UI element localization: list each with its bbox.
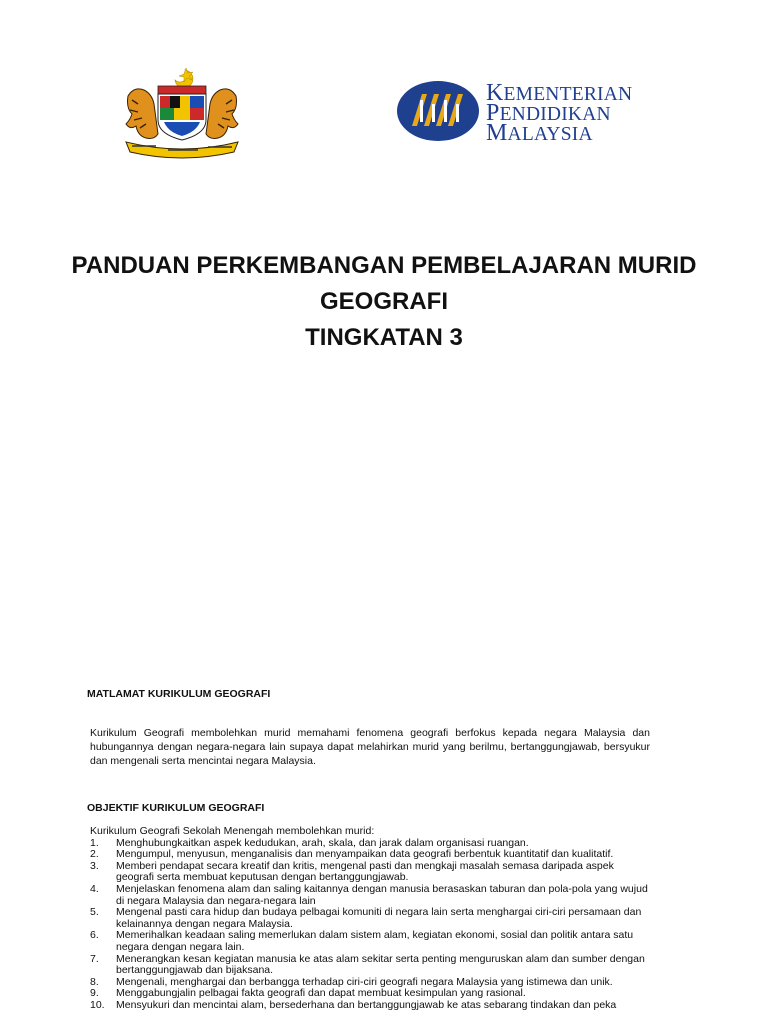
list-item-text: Mensyukuri dan mencintai alam, bersederhana dan bertanggungjawab ke atas sebarang tindakan dan peka xyxy=(116,998,617,1011)
matlamat-paragraph: Kurikulum Geografi membolehkan murid memahami fenomena geografi berfokus kepada negara Malaysia dan hubungannya dengan negara-negara lain supaya dapat melahirkan murid yang berilmu, bertanggungjawab, bersyukur dan mengenali serta mencintai negara Malaysia. xyxy=(90,727,650,767)
list-item xyxy=(90,907,650,930)
list-item-text: Menerangkan kesan kegiatan manusia ke atas alam sekitar serta penting menguruskan alam dan sumber dengan bertanggungjawab dan bijaksana. xyxy=(116,952,645,977)
list-item-text: Memberi pendapat secara kreatif dan kritis, mengenal pasti dan mengkaji masalah semasa daripada aspek geografi serta membuat keputusan dengan bertanggungjawab. xyxy=(116,859,614,884)
list-item-number: 1. xyxy=(90,836,99,849)
list-item-text: Menggabungjalin pelbagai fakta geografi dan dapat membuat kesimpulan yang rasional. xyxy=(116,987,526,1000)
list-item-text: Mengenali, menghargai dan berbangga terhadap ciri-ciri geografi negara Malaysia yang istimewa dan unik. xyxy=(116,975,613,988)
kpm-line-3: MALAYSIA xyxy=(486,120,593,146)
kpm-line-1: KEMENTERIAN xyxy=(486,80,633,106)
list-item-text: Mengumpul, menyusun, menganalisis dan menyampaikan data geografi berbentuk kuantitatif dan kualitatif. xyxy=(116,848,614,861)
list-item xyxy=(90,930,650,953)
list-item xyxy=(90,1000,650,1012)
title-line-1: PANDUAN PERKEMBANGAN PEMBELAJARAN MURID xyxy=(71,252,697,279)
list-item-number: 5. xyxy=(90,906,99,919)
malaysia-coat-of-arms-icon xyxy=(120,66,244,160)
objektif-heading: OBJEKTIF KURIKULUM GEOGRAFI xyxy=(87,802,265,814)
list-item-text: Menjelaskan fenomena alam dan saling kaitannya dengan manusia berasaskan taburan dan pola-pola yang wujud di negara Malaysia dan negara-negara lain xyxy=(116,882,648,907)
list-item xyxy=(90,884,650,907)
title-line-3: TINGKATAN 3 xyxy=(305,324,463,351)
kpm-line-2: PENDIDIKAN xyxy=(486,100,611,126)
list-item-text: Menghubungkaitkan aspek kedudukan, arah, skala, dan jarak dalam organisasi ruangan. xyxy=(116,836,529,849)
title-line-2: GEOGRAFI xyxy=(319,288,448,315)
kpm-logo-icon xyxy=(396,80,480,142)
kpm-wordmark xyxy=(486,80,716,146)
list-item-number: 7. xyxy=(90,952,99,965)
list-item-number: 4. xyxy=(90,882,99,895)
document-title xyxy=(0,248,768,356)
list-item-number: 2. xyxy=(90,848,99,861)
list-item-number: 8. xyxy=(90,975,99,988)
list-item-number: 10. xyxy=(90,998,105,1011)
list-item-text: Mengenal pasti cara hidup dan budaya pelbagai komuniti di negara lain serta menghargai ciri-ciri persamaan dan kelainannya dengan negara Malaysia. xyxy=(116,906,642,930)
objektif-intro: Kurikulum Geografi Sekolah Menengah membolehkan murid: xyxy=(90,825,375,837)
list-item-text: Memerihalkan keadaan saling memerlukan dalam sistem alam, kegiatan ekonomi, sosial dan politik antara satu negara dengan negara lain. xyxy=(116,929,634,953)
list-item-number: 3. xyxy=(90,859,99,872)
list-item-number: 6. xyxy=(90,929,99,942)
list-item-number: 9. xyxy=(90,987,99,1000)
list-item xyxy=(90,861,650,884)
objektif-list xyxy=(90,838,650,1012)
list-item xyxy=(90,954,650,977)
matlamat-heading: MATLAMAT KURIKULUM GEOGRAFI xyxy=(87,688,271,700)
objektif-section xyxy=(90,826,650,1012)
